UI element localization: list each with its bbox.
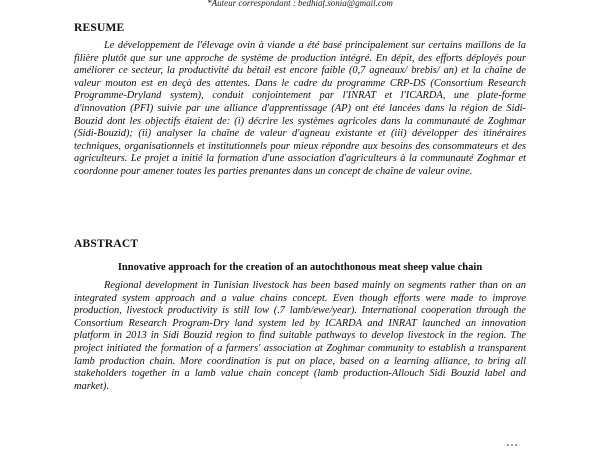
resume-text: Le développement de l'élevage ovin à viande a été basé principalement sur certains maillons de la filière plutôt que sur une approche de système de production intégré. En dépit, des efforts déployés pour améliorer ce secteur, la productivité du bétail est encore faible (0,7 agneaux/ brebis/ an) et la chaîne de valeur mouton est en deçà des attentes. Dans le cadre du programme CRP-DS (Consortium Research Programme-Dryland system), conduit conjointement par l'INRAT et l'ICARDA, une plate-forme d'innovation (PFI) suivie par une alliance d'apprentissage (AP) ont été lancées dans la région de Sidi-Bouzid dont les objectifs étaient de: (i) décrire les systèmes agricoles dans la communauté de Zoghmar (Sidi-Bouzid); (ii) analyser la chaîne de valeur d'agneau existante et (iii) développer des itinéraires techniques, organisationnels et institutionnels pour mieux répondre aux besoins des consommateurs et des agriculteurs. Le projet a initié la formation d'une association d'agriculteurs à la communauté Zoghmar et coordonne pour amener toutes les parties prenantes dans un concept de chaîne de valeur ovine. <box>74 40 526 177</box>
abstract-text: Regional development in Tunisian livestock has been based mainly on segments rather than on an integrated system approach and a value chains concept. Even though efforts were made to improve production, livestock productivity is still low (.7 lamb/ewe/year). International cooperation through the Consortium Research Program-Dry land system led by ICARDA and INRAT launched an innovation platform in 2013 in Sidi Bouzid region to find suitable pathways to develop livestock in the region. The project initiated the formation of a farmers' association at Zoghmar community to establish a transparent lamb production chain. More coordination is put on place, based on a learning alliance, to bring all stakeholders together in a lamb value chain concept (lamb production-Allouch Sidi Bouzid label and market). <box>74 280 526 392</box>
abstract-paragraph <box>74 280 526 393</box>
resume-heading: RESUME <box>74 22 125 34</box>
scan-artifact-marks <box>506 441 518 449</box>
resume-paragraph <box>74 40 526 179</box>
abstract-title: Innovative approach for the creation of an autochthonous meat sheep value chain <box>117 262 483 273</box>
corresponding-author-line: *Auteur correspondant : bedhiaf.sonia@gmail.com <box>207 0 393 8</box>
abstract-heading: ABSTRACT <box>74 238 139 250</box>
